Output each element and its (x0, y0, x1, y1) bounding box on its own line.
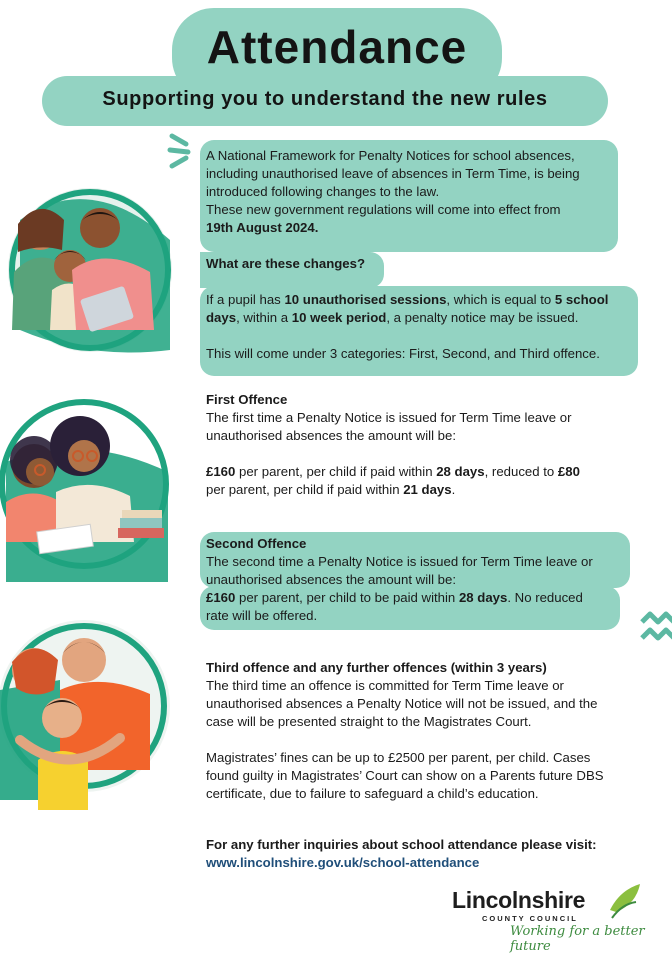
first-offence-section (206, 391, 636, 499)
third-offence-line: The third time an offence is committed for Term Time leave or (206, 678, 564, 693)
second-offence-fine-cont: rate will be offered. (206, 608, 318, 623)
attendance-link[interactable]: www.lincolnshire.gov.uk/school-attendance (206, 855, 480, 870)
zigzag-lines-icon (640, 610, 672, 644)
lincolnshire-leaf-logo-icon (606, 880, 642, 924)
intro-section (206, 147, 636, 363)
changes-question: What are these changes? (206, 256, 366, 271)
first-offence-fine: £160 per parent, per child if paid within 28 days, reduced to £80 (206, 464, 580, 479)
family-tablet-illustration (0, 180, 200, 370)
third-offence-section (206, 659, 636, 803)
second-offence-section (206, 535, 636, 625)
third-offence-line: unauthorised absences a Penalty Notice will not be issued, and the (206, 696, 598, 711)
categories-text: This will come under 3 categories: First, Second, and Third offence. (206, 346, 600, 361)
effective-date: 19th August 2024. (206, 220, 319, 235)
page-subtitle: Supporting you to understand the new rules (102, 88, 548, 110)
first-offence-fine-cont: per parent, per child if paid within 21 days. (206, 482, 456, 497)
first-offence-heading: First Offence (206, 392, 288, 407)
rule-text-cont: days, within a 10 week period, a penalty notice may be issued. (206, 310, 579, 325)
logo-name: Lincolnshire (452, 887, 586, 913)
contact-section (206, 836, 646, 872)
intro-line: A National Framework for Penalty Notices for school absences, (206, 148, 575, 163)
second-offence-line: The second time a Penalty Notice is issued for Term Time leave or (206, 554, 593, 569)
second-offence-fine: £160 per parent, per child to be paid within 28 days. No reduced (206, 590, 583, 605)
first-offence-line: The first time a Penalty Notice is issued for Term Time leave or (206, 410, 572, 425)
magistrates-fines-line: found guilty in Magistrates’ Court can show on a Parents future DBS (206, 768, 604, 783)
second-offence-line: unauthorised absences the amount will be: (206, 572, 456, 587)
intro-line: introduced following changes to the law. (206, 184, 440, 199)
contact-text: For any further inquiries about school attendance please visit: (206, 837, 597, 852)
third-offence-heading: Third offence and any further offences (within 3 years) (206, 660, 547, 675)
second-offence-heading: Second Offence (206, 536, 307, 551)
logo-council: COUNTY COUNCIL (482, 914, 578, 923)
third-offence-line: case will be presented straight to the Magistrates Court. (206, 714, 532, 729)
intro-line: including unauthorised leave of absences in Term Time, is being (206, 166, 580, 181)
logo-tagline: Working for a better future (510, 924, 645, 954)
first-offence-line: unauthorised absences the amount will be: (206, 428, 456, 443)
sparkle-lines-icon (166, 132, 196, 172)
magistrates-fines-line: Magistrates’ fines can be up to £2500 per parent, per child. Cases (206, 750, 591, 765)
family-hug-illustration (0, 610, 170, 810)
children-studying-illustration (0, 392, 170, 582)
magistrates-fines-line: certificate, due to failure to safeguard a child’s education. (206, 786, 539, 801)
page-title: Attendance (206, 21, 468, 73)
rule-text: If a pupil has 10 unauthorised sessions, which is equal to 5 school (206, 292, 609, 307)
intro-line: These new government regulations will come into effect from (206, 202, 561, 217)
